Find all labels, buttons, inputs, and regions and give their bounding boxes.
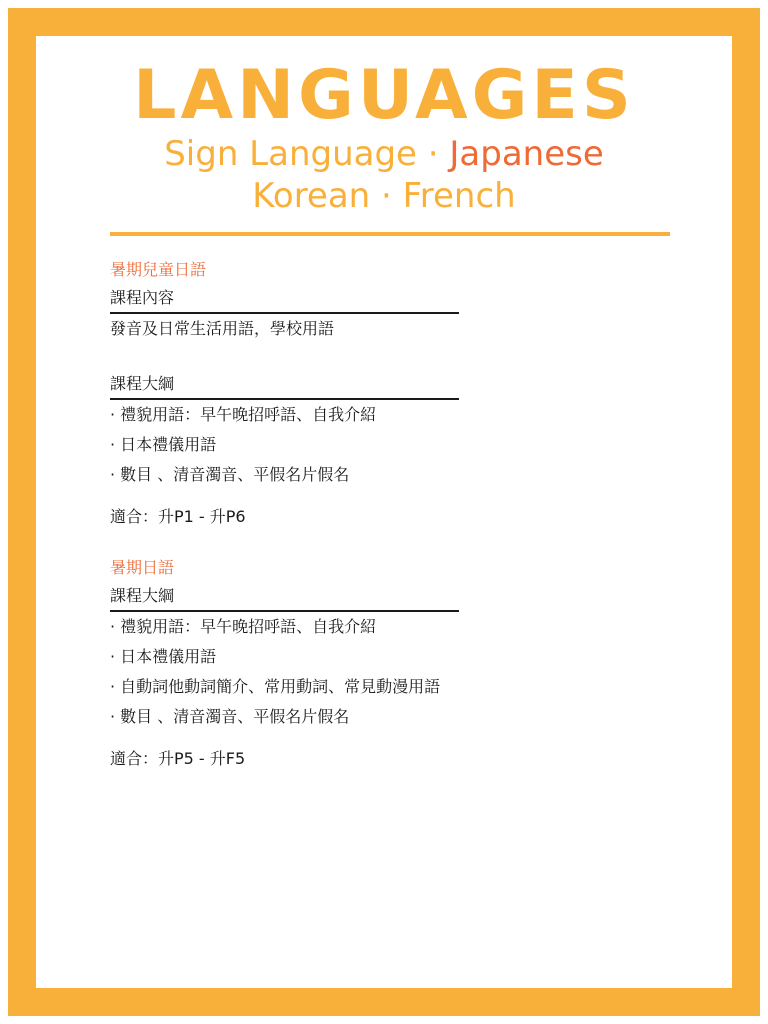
course-title: 暑期兒童日語: [110, 260, 207, 279]
course-title: 暑期日語: [110, 558, 175, 577]
outline-item: · 禮貌用語：早午晚招呼語、自我介紹: [110, 617, 377, 636]
outline-item: · 數目 、清音濁音、平假名片假名: [110, 465, 350, 484]
outline-item: · 日本禮儀用語: [110, 435, 217, 454]
course-content: [110, 258, 670, 774]
page-title: LANGUAGES: [133, 56, 635, 135]
subtitle-japanese: Japanese: [449, 134, 604, 174]
outline-item: · 禮貌用語：早午晚招呼語、自我介紹: [110, 405, 377, 424]
subtitle-sign-language: Sign Language ·: [164, 134, 450, 174]
outline-heading: 課程大綱: [110, 586, 175, 605]
outline-item: · 自動詞他動詞簡介、常用動詞、常見動漫用語: [110, 677, 441, 696]
course-section-japanese: [110, 556, 670, 774]
content-text: 發音及日常生活用語，學校用語: [110, 319, 335, 338]
course-section-kids-japanese: [110, 258, 670, 532]
suitable-age: 適合：升P5 - 升F5: [110, 749, 246, 768]
outline-item: · 日本禮儀用語: [110, 647, 217, 666]
suitable-age: 適合：升P1 - 升P6: [110, 507, 246, 526]
outline-heading: 課程大綱: [110, 374, 175, 393]
subtitle-line-2: Korean · French: [252, 176, 516, 216]
subtitle-line-1: [0, 132, 768, 176]
outline-item: · 數目 、清音濁音、平假名片假名: [110, 707, 350, 726]
content-heading: 課程內容: [110, 288, 175, 307]
header-divider: [110, 232, 670, 236]
